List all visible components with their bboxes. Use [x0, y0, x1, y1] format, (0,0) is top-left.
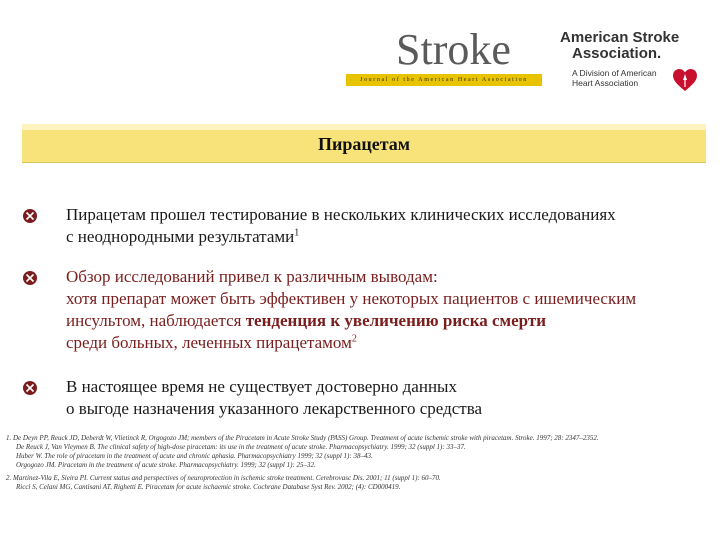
reference-marker: 1	[294, 227, 300, 239]
bullet-line	[66, 332, 696, 354]
bullet-line: о выгоде назначения указанного лекарственного средства	[66, 399, 483, 418]
bullet-line	[66, 310, 696, 332]
asa-name-line2: Association.	[572, 45, 662, 62]
reference-line: 2. Martinez-Vila E, Sieira PI. Current status and perspectives of neuroprotection in ischemic stroke treatment. Cerebrovasc Dis. 2001; 11 (suppl 1): 60–70.	[6, 474, 441, 482]
reference-line: Huber W. The role of piracetam in the treatment of acute and chronic aphasia. Pharmacopsychiatry 1999; 32 (suppl 1): 38–43.	[16, 452, 373, 460]
references-group-1	[6, 434, 716, 470]
asa-logo-name	[560, 30, 680, 62]
title-banner	[22, 124, 706, 163]
heart-torch-icon	[672, 68, 698, 92]
bullet-line: Обзор исследований привел к различным выводам:	[66, 267, 438, 286]
stroke-logo-word: Stroke	[396, 25, 511, 74]
bullet-line	[66, 226, 696, 248]
reference-line: De Reuck J, Van Vleymen B. The clinical safety of high-dose piracetam: its use in the treatment of acute stroke. Pharmacopsychiatry. 1999; 32 (suppl 1): 33–37.	[16, 443, 466, 451]
asa-logo-subtitle: A Division of American Heart Association	[572, 68, 657, 88]
asa-logo	[560, 30, 710, 100]
bullet-text	[66, 376, 696, 420]
bullet-line: Пирацетам прошел тестирование в нескольких клинических исследованиях	[66, 205, 616, 224]
reference-line: 1. De Deyn PP, Reuck JD, Deberdt W, Vlietinck R, Orgogozo JM; members of the Piracetam in Acute Stroke Study (PASS) Group. Treatment of acute ischemic stroke with piracetam. Stroke. 1997; 28: 2347–2352.	[6, 434, 599, 442]
bullet-text	[66, 204, 696, 248]
bullet-line-text: среди больных, леченных пирацетамом	[66, 333, 352, 352]
reference-marker: 2	[351, 333, 357, 345]
x-bullet-icon	[22, 208, 38, 224]
bullet-line: В настоящее время не существует достоверно данных	[66, 377, 457, 396]
x-bullet-icon	[22, 270, 38, 286]
references-group-2	[6, 474, 716, 492]
page-title: Пирацетам	[317, 134, 411, 154]
reference-line: Orgogozo JM. Piracetam in the treatment of acute stroke. Pharmacopsychiatry. 1999; 32 (suppl 1): 25–32.	[16, 461, 316, 469]
bullet-line: хотя препарат может быть эффективен у некоторых пациентов с ишемическим	[66, 289, 637, 308]
stroke-logo-subtitle: Journal of the American Heart Association	[360, 77, 528, 83]
x-bullet-icon	[22, 380, 38, 396]
asa-name-line1: American Stroke	[560, 29, 680, 46]
reference-line: Ricci S, Celani MG, Cantisani AT, Righetti E. Piracetam for acute ischaemic stroke. Cochrane Database Syst Rev. 2002; (4): CD000419.	[16, 483, 401, 491]
bullet-line-text: с неоднородными результатами	[66, 227, 295, 246]
emphasis-text: тенденция к увеличению риска смерти	[245, 311, 547, 330]
bullet-line-text: инсультом, наблюдается	[66, 311, 246, 330]
bullet-text	[66, 266, 696, 354]
